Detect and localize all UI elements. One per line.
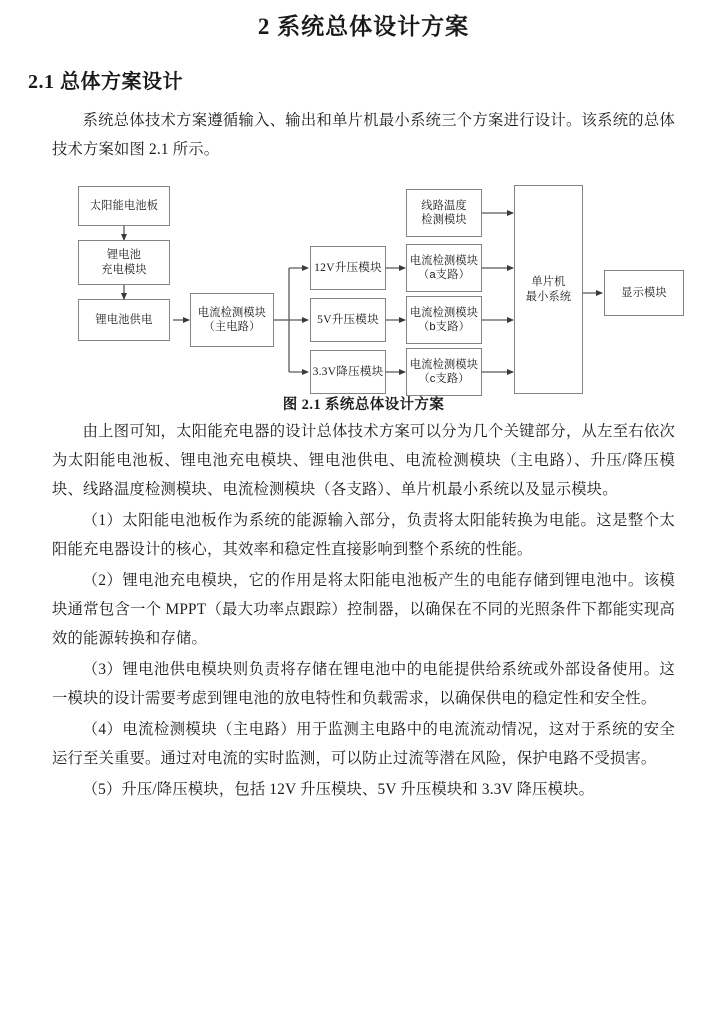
- node-display-module: [604, 270, 684, 316]
- node-line-temperature-detect-label-1: 线路温度: [421, 199, 467, 212]
- node-line-temperature-detect-label-2: 检测模块: [421, 214, 467, 226]
- node-solar-panel: [78, 186, 170, 226]
- node-main-current-detect-label-2: （主电路）: [203, 321, 261, 333]
- node-buck-33v-label: 3.3V降压模块: [312, 364, 384, 378]
- node-line-temperature-detect: [406, 189, 482, 237]
- node-current-detect-branch-b-label-1: 电流检测模块: [409, 306, 479, 319]
- section-title: 2.1 总体方案设计: [28, 71, 183, 93]
- node-boost-5v-label: 5V升压模块: [317, 312, 379, 326]
- body-paragraph-3: （2）锂电池充电模块，它的作用是将太阳能电池板产生的电能存储到锂电池中。该模块通常包含一个 MPPT（最大功率点跟踪）控制器，以确保在不同的光照条件下都能实现高效的能源转换和存储。: [52, 572, 675, 647]
- node-main-current-detect: [190, 293, 274, 347]
- node-lithium-battery-supply: [78, 299, 170, 341]
- figure-block-diagram: [52, 180, 675, 395]
- body-paragraph-5: （4）电流检测模块（主电路）用于监测主电路中的电流流动情况，这对于系统的安全运行至关重要。通过对电流的实时监测，可以防止过流等潜在风险，保护电路不受损害。: [52, 721, 675, 767]
- figure-caption: 图 2.1 系统总体设计方案: [282, 397, 445, 413]
- intro-paragraph: 系统总体技术方案遵循输入、输出和单片机最小系统三个方案进行设计。该系统的总体技术方案如图 2.1 所示。: [52, 112, 675, 158]
- node-current-detect-branch-c-label-2: （c支路）: [418, 373, 470, 385]
- node-display-module-label: 显示模块: [621, 286, 667, 299]
- node-current-detect-branch-a-label-2: （a支路）: [418, 269, 470, 281]
- node-boost-12v: [310, 246, 386, 290]
- node-lithium-charge-module-label-1: 锂电池: [106, 249, 142, 261]
- node-lithium-charge-module-label-2: 充电模块: [101, 263, 147, 276]
- body-paragraph-2: （1）太阳能电池板作为系统的能源输入部分，负责将太阳能转换为电能。这是整个太阳能充电器设计的核心，其效率和稳定性直接影响到整个系统的性能。: [52, 512, 675, 558]
- node-current-detect-branch-b-label-2: （b支路）: [418, 321, 470, 333]
- node-mcu-minimum-system-label-2: 最小系统: [525, 290, 572, 303]
- node-boost-5v: [310, 298, 386, 342]
- body-paragraph-6: （5）升压/降压模块，包括 12V 升压模块、5V 升压模块和 3.3V 降压模块。: [82, 781, 595, 798]
- node-lithium-charge-module: [78, 240, 170, 285]
- system-block-diagram: [76, 180, 704, 395]
- node-current-detect-branch-a: [406, 244, 482, 292]
- node-buck-33v: [310, 350, 386, 394]
- node-mcu-minimum-system-label-1: 单片机: [531, 276, 566, 288]
- node-current-detect-branch-b: [406, 296, 482, 344]
- document-page: [0, 12, 727, 1036]
- node-mcu-minimum-system: [514, 185, 583, 394]
- node-boost-12v-label: 12V升压模块: [314, 260, 382, 274]
- node-current-detect-branch-a-label-1: 电流检测模块: [409, 254, 479, 267]
- node-solar-panel-label: 太阳能电池板: [89, 199, 159, 212]
- body-paragraph-4: （3）锂电池供电模块则负责将存储在锂电池中的电能提供给系统或外部设备使用。这一模块的设计需要考虑到锂电池的放电特性和负载需求，以确保供电的稳定性和安全性。: [52, 661, 675, 707]
- node-lithium-battery-supply-label: 锂电池供电: [95, 313, 153, 326]
- chapter-title: 2 系统总体设计方案: [257, 14, 470, 39]
- node-main-current-detect-label-1: 电流检测模块: [197, 306, 267, 319]
- node-current-detect-branch-c: [406, 348, 482, 396]
- node-current-detect-branch-c-label-1: 电流检测模块: [409, 358, 479, 371]
- body-paragraph-1: 由上图可知，太阳能充电器的设计总体技术方案可以分为几个关键部分，从左至右依次为太阳能电池板、锂电池充电模块、锂电池供电、电流检测模块（主电路）、升压/降压模块、线路温度检测模块、电流检测模块（各支路）、单片机最小系统以及显示模块。: [52, 423, 675, 498]
